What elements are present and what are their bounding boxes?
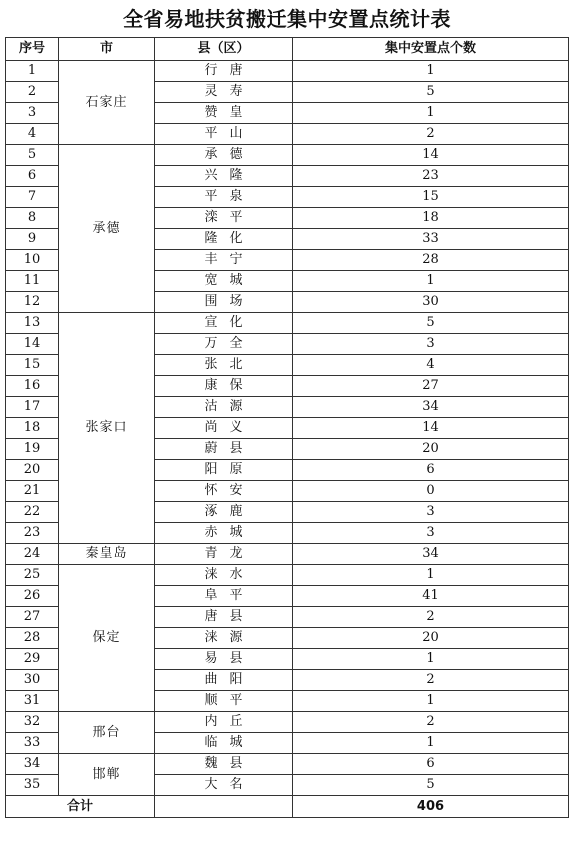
county-cell: 青龙 bbox=[155, 544, 293, 565]
count-cell: 1 bbox=[293, 103, 569, 124]
count-cell: 0 bbox=[293, 481, 569, 502]
count-cell: 3 bbox=[293, 523, 569, 544]
row-index: 1 bbox=[6, 61, 59, 82]
table-row bbox=[6, 145, 569, 166]
row-index: 20 bbox=[6, 460, 59, 481]
row-index: 35 bbox=[6, 775, 59, 796]
county-cell: 魏县 bbox=[155, 754, 293, 775]
resettlement-statistics-table bbox=[5, 37, 569, 818]
total-count: 406 bbox=[293, 796, 569, 818]
county-cell: 唐县 bbox=[155, 607, 293, 628]
city-cell: 石家庄 bbox=[59, 61, 155, 145]
row-index: 34 bbox=[6, 754, 59, 775]
count-cell: 23 bbox=[293, 166, 569, 187]
county-cell: 宽城 bbox=[155, 271, 293, 292]
city-cell: 张家口 bbox=[59, 313, 155, 544]
row-index: 21 bbox=[6, 481, 59, 502]
count-cell: 18 bbox=[293, 208, 569, 229]
county-cell: 承德 bbox=[155, 145, 293, 166]
county-cell: 张北 bbox=[155, 355, 293, 376]
city-cell: 秦皇岛 bbox=[59, 544, 155, 565]
count-cell: 14 bbox=[293, 145, 569, 166]
count-cell: 5 bbox=[293, 313, 569, 334]
row-index: 15 bbox=[6, 355, 59, 376]
table-row bbox=[6, 565, 569, 586]
row-index: 27 bbox=[6, 607, 59, 628]
row-index: 2 bbox=[6, 82, 59, 103]
row-index: 32 bbox=[6, 712, 59, 733]
row-index: 23 bbox=[6, 523, 59, 544]
total-label: 合计 bbox=[6, 796, 155, 818]
row-index: 11 bbox=[6, 271, 59, 292]
row-index: 12 bbox=[6, 292, 59, 313]
page-title: 全省易地扶贫搬迁集中安置点统计表 bbox=[123, 7, 451, 31]
count-cell: 1 bbox=[293, 565, 569, 586]
count-cell: 1 bbox=[293, 271, 569, 292]
table-row bbox=[6, 754, 569, 775]
row-index: 13 bbox=[6, 313, 59, 334]
county-cell: 尚义 bbox=[155, 418, 293, 439]
count-cell: 2 bbox=[293, 124, 569, 145]
table-body bbox=[6, 61, 569, 796]
count-cell: 28 bbox=[293, 250, 569, 271]
count-cell: 5 bbox=[293, 775, 569, 796]
count-cell: 6 bbox=[293, 460, 569, 481]
county-cell: 临城 bbox=[155, 733, 293, 754]
row-index: 17 bbox=[6, 397, 59, 418]
city-cell: 邢台 bbox=[59, 712, 155, 754]
count-cell: 3 bbox=[293, 502, 569, 523]
row-index: 5 bbox=[6, 145, 59, 166]
count-cell: 27 bbox=[293, 376, 569, 397]
row-index: 6 bbox=[6, 166, 59, 187]
table-row bbox=[6, 544, 569, 565]
count-cell: 20 bbox=[293, 628, 569, 649]
total-row bbox=[6, 796, 569, 818]
count-cell: 41 bbox=[293, 586, 569, 607]
count-cell: 2 bbox=[293, 712, 569, 733]
county-cell: 涞源 bbox=[155, 628, 293, 649]
count-cell: 15 bbox=[293, 187, 569, 208]
count-cell: 3 bbox=[293, 334, 569, 355]
county-cell: 平山 bbox=[155, 124, 293, 145]
row-index: 19 bbox=[6, 439, 59, 460]
county-cell: 平泉 bbox=[155, 187, 293, 208]
row-index: 33 bbox=[6, 733, 59, 754]
count-cell: 6 bbox=[293, 754, 569, 775]
county-cell: 赤城 bbox=[155, 523, 293, 544]
row-index: 31 bbox=[6, 691, 59, 712]
county-cell: 康保 bbox=[155, 376, 293, 397]
county-cell: 行唐 bbox=[155, 61, 293, 82]
city-cell: 邯郸 bbox=[59, 754, 155, 796]
count-cell: 1 bbox=[293, 733, 569, 754]
county-cell: 万全 bbox=[155, 334, 293, 355]
county-cell: 怀安 bbox=[155, 481, 293, 502]
row-index: 24 bbox=[6, 544, 59, 565]
count-cell: 33 bbox=[293, 229, 569, 250]
row-index: 18 bbox=[6, 418, 59, 439]
count-cell: 1 bbox=[293, 691, 569, 712]
county-cell: 涿鹿 bbox=[155, 502, 293, 523]
county-cell: 赞皇 bbox=[155, 103, 293, 124]
county-cell: 隆化 bbox=[155, 229, 293, 250]
county-cell: 兴隆 bbox=[155, 166, 293, 187]
row-index: 9 bbox=[6, 229, 59, 250]
row-index: 14 bbox=[6, 334, 59, 355]
row-index: 29 bbox=[6, 649, 59, 670]
county-cell: 易县 bbox=[155, 649, 293, 670]
row-index: 7 bbox=[6, 187, 59, 208]
count-cell: 1 bbox=[293, 61, 569, 82]
county-cell: 蔚县 bbox=[155, 439, 293, 460]
county-cell: 沽源 bbox=[155, 397, 293, 418]
count-cell: 34 bbox=[293, 544, 569, 565]
header-city: 市 bbox=[59, 38, 155, 61]
city-cell: 承德 bbox=[59, 145, 155, 313]
row-index: 8 bbox=[6, 208, 59, 229]
county-cell: 阳原 bbox=[155, 460, 293, 481]
row-index: 22 bbox=[6, 502, 59, 523]
row-index: 30 bbox=[6, 670, 59, 691]
county-cell: 顺平 bbox=[155, 691, 293, 712]
county-cell: 曲阳 bbox=[155, 670, 293, 691]
count-cell: 30 bbox=[293, 292, 569, 313]
count-cell: 20 bbox=[293, 439, 569, 460]
count-cell: 5 bbox=[293, 82, 569, 103]
row-index: 4 bbox=[6, 124, 59, 145]
count-cell: 2 bbox=[293, 607, 569, 628]
row-index: 16 bbox=[6, 376, 59, 397]
header-count: 集中安置点个数 bbox=[293, 38, 569, 61]
table-row bbox=[6, 313, 569, 334]
county-cell: 阜平 bbox=[155, 586, 293, 607]
header-row bbox=[6, 38, 569, 61]
row-index: 26 bbox=[6, 586, 59, 607]
county-cell: 丰宁 bbox=[155, 250, 293, 271]
count-cell: 34 bbox=[293, 397, 569, 418]
county-cell: 大名 bbox=[155, 775, 293, 796]
count-cell: 2 bbox=[293, 670, 569, 691]
county-cell: 灵寿 bbox=[155, 82, 293, 103]
row-index: 3 bbox=[6, 103, 59, 124]
county-cell: 围场 bbox=[155, 292, 293, 313]
count-cell: 14 bbox=[293, 418, 569, 439]
row-index: 10 bbox=[6, 250, 59, 271]
header-index: 序号 bbox=[6, 38, 59, 61]
count-cell: 1 bbox=[293, 649, 569, 670]
header-county: 县（区） bbox=[155, 38, 293, 61]
county-cell: 宣化 bbox=[155, 313, 293, 334]
county-cell: 内丘 bbox=[155, 712, 293, 733]
row-index: 25 bbox=[6, 565, 59, 586]
city-cell: 保定 bbox=[59, 565, 155, 712]
total-spacer bbox=[155, 796, 293, 818]
county-cell: 涞水 bbox=[155, 565, 293, 586]
table-row bbox=[6, 61, 569, 82]
county-cell: 滦平 bbox=[155, 208, 293, 229]
count-cell: 4 bbox=[293, 355, 569, 376]
row-index: 28 bbox=[6, 628, 59, 649]
table-row bbox=[6, 712, 569, 733]
